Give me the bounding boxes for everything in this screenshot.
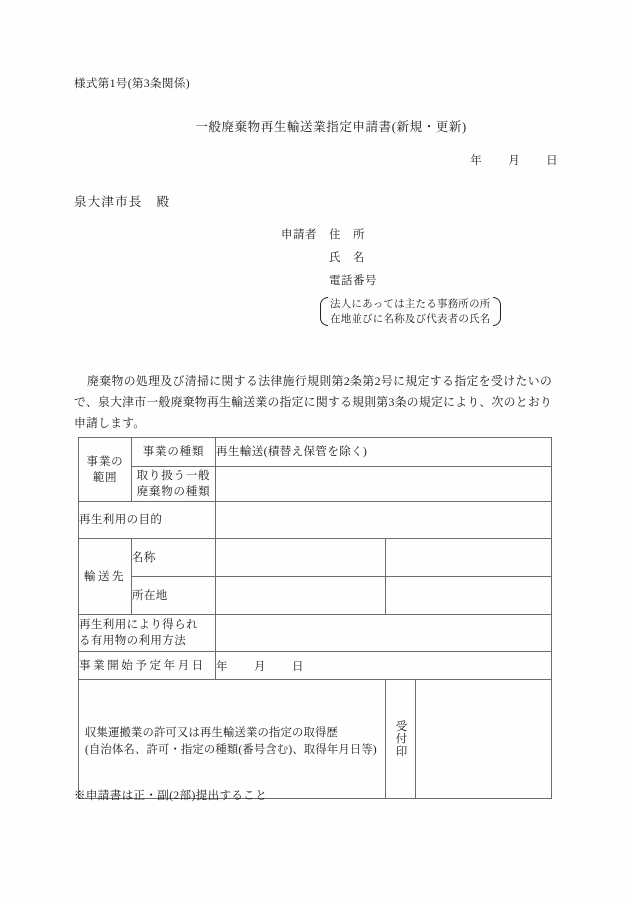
footer-note: ※申請書は正・副(2部)提出すること — [74, 790, 268, 802]
start-date-label-cell — [79, 652, 216, 680]
addressee-name: 泉大津市長 — [74, 195, 143, 209]
applicant-phone-row — [281, 272, 377, 295]
body-paragraph: 廃棄物の処理及び清掃に関する法律施行規則第2条第2号に規定する指定を受けたいので、泉大津市一般廃棄物再生輸送業の指定に関する規則第3条の規定により、次のとおり申請します。 — [74, 374, 552, 430]
start-date-year: 年 — [216, 660, 228, 673]
history-label-cell[interactable] — [79, 680, 386, 799]
applicant-name-row — [281, 249, 377, 272]
waste-type-value-cell[interactable] — [216, 467, 552, 502]
addressee-honorific: 殿 — [156, 195, 171, 209]
useful-material-value-cell[interactable] — [216, 615, 552, 652]
table-row-purpose — [79, 502, 552, 539]
corporate-note-line2: 在地並びに名称及び代表者の氏名 — [330, 314, 491, 325]
destination-name-value-cell-1[interactable] — [216, 539, 386, 577]
destination-name-value-cell-2[interactable] — [386, 539, 552, 577]
corporate-note-line1: 法人にあっては主たる事務所の所 — [330, 299, 491, 310]
header-date-month: 月 — [508, 155, 521, 167]
table-row-history — [79, 680, 552, 799]
business-type-label-cell: 事業の種類 — [132, 438, 216, 467]
history-label-line2: (自治体名、許可・指定の種類(番号含む)、取得年月日等) — [85, 743, 377, 756]
table-row-waste-type — [79, 467, 552, 502]
application-table — [78, 437, 552, 799]
header-date-year: 年 — [470, 155, 483, 167]
applicant-block — [281, 226, 377, 295]
form-number: 様式第1号(第3条関係) — [74, 78, 190, 90]
applicant-address-row — [281, 226, 377, 249]
waste-type-label-line2: 廃棄物の種類 — [136, 486, 211, 498]
destination-label: 輸送先 — [83, 570, 127, 583]
corporate-note — [318, 296, 503, 327]
applicant-phone-label: 電話番号 — [329, 275, 377, 287]
stamp-area-cell[interactable] — [416, 680, 552, 799]
business-type-value-cell[interactable]: 再生輸送(積替え保管を除く) — [216, 438, 552, 467]
bracket-right-icon — [494, 296, 503, 327]
scope-label-line2: 範囲 — [92, 471, 118, 484]
destination-address-value-cell-1[interactable] — [216, 577, 386, 615]
applicant-name-label: 氏 名 — [329, 252, 365, 264]
purpose-value-cell[interactable] — [216, 502, 552, 539]
destination-name-label-cell: 名称 — [132, 539, 216, 577]
table-row-start-date — [79, 652, 552, 680]
waste-type-label-cell — [132, 467, 216, 502]
scope-label-cell — [79, 438, 132, 502]
useful-material-label-cell — [79, 615, 216, 652]
waste-type-label-line1: 取り扱う一般 — [136, 470, 211, 482]
stamp-label-cell — [386, 680, 416, 799]
useful-material-label-line1: 再生利用により得られ — [79, 619, 198, 631]
history-text-block — [79, 720, 385, 759]
destination-label-cell — [79, 539, 132, 615]
table-row-destination-address — [79, 577, 552, 615]
header-date-line — [470, 152, 558, 168]
destination-address-label-cell: 所在地 — [132, 577, 216, 615]
scope-label-line1: 事業の — [86, 455, 124, 468]
useful-material-label-line2: る有用物の利用方法 — [79, 635, 187, 647]
start-date-label: 事業開始予定年月日 — [79, 659, 206, 672]
applicant-section-label: 申請者 — [281, 229, 317, 241]
addressee — [74, 192, 170, 210]
corporate-note-text — [327, 296, 494, 327]
document-title: 一般廃棄物再生輸送業指定申請書(新規・更新) — [195, 120, 467, 134]
header-date-day: 日 — [546, 155, 558, 167]
table-row-useful-material — [79, 615, 552, 652]
bracket-left-icon — [318, 296, 327, 327]
start-date-month: 月 — [254, 660, 266, 673]
purpose-label-cell: 再生利用の目的 — [79, 502, 216, 539]
start-date-value-cell[interactable] — [216, 652, 552, 680]
destination-address-value-cell-2[interactable] — [386, 577, 552, 615]
table-row-destination-name — [79, 539, 552, 577]
start-date-day: 日 — [292, 660, 304, 673]
table-row-business-type — [79, 438, 552, 467]
history-label-line1: 収集運搬業の許可又は再生輸送業の指定の取得歴 — [85, 726, 338, 739]
stamp-label: 受付印 — [394, 720, 407, 758]
applicant-address-label: 住 所 — [329, 229, 365, 241]
